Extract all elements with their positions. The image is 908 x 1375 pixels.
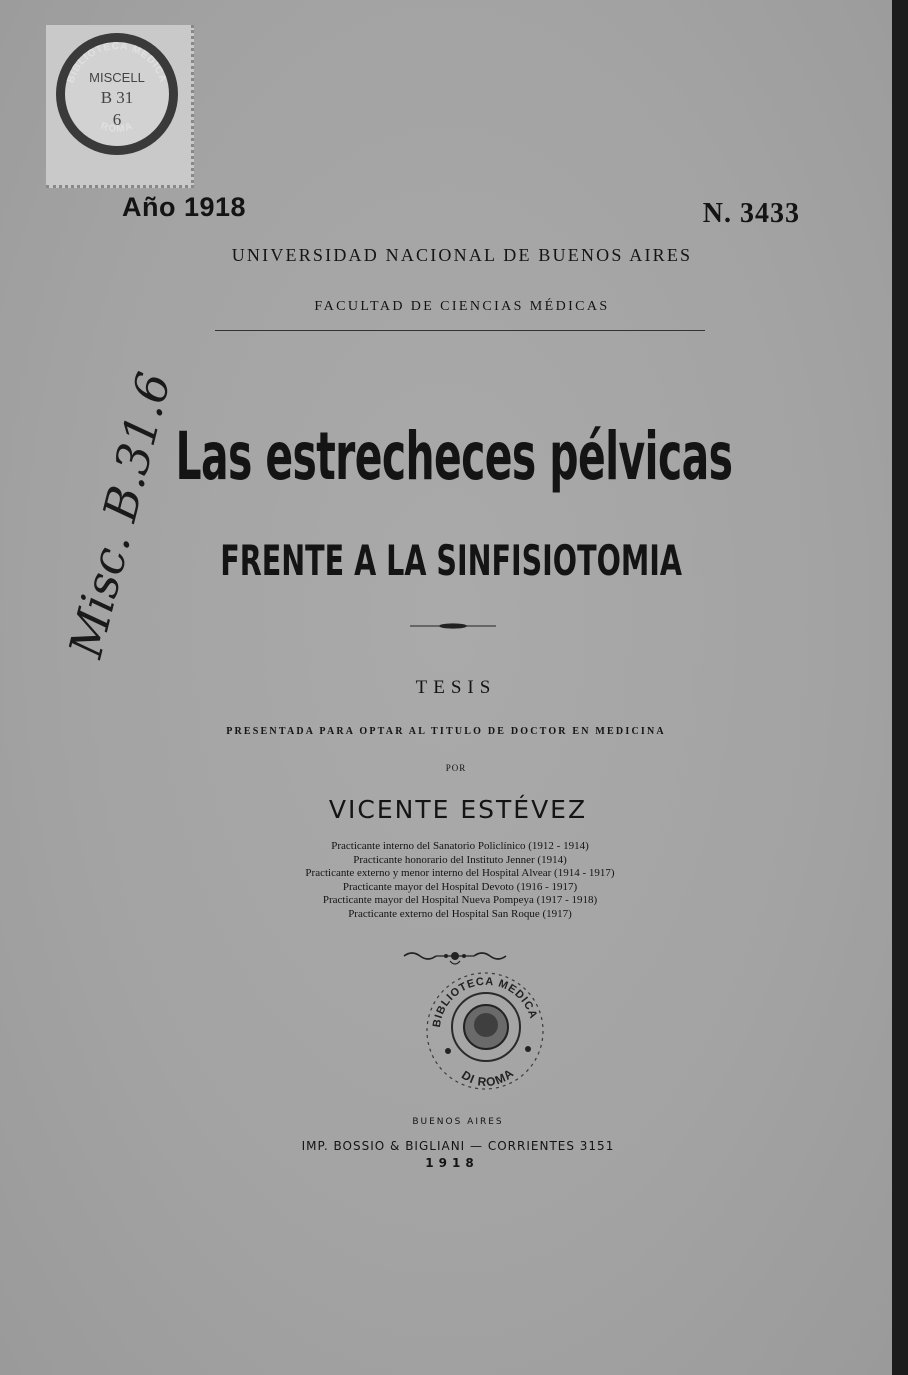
stamp-shelf-mark: B 31 [100, 88, 134, 107]
imprint-year: 1918 [425, 1156, 479, 1170]
stamp-shelf-number: 6 [112, 110, 122, 129]
credential-line: Practicante interno del Sanatorio Policlínico (1912 - 1914) [331, 840, 589, 852]
scan-border [901, 0, 908, 1375]
svg-text:BIBLIOTECA MEDICA: BIBLIOTECA MEDICA [430, 975, 540, 1029]
credential-line: Practicante mayor del Hospital Devoto (1916 - 1917) [342, 880, 578, 893]
svg-text:BIBLIOTECA MEDICA: BIBLIOTECA MEDICA [65, 40, 169, 85]
stamp-shelf-collection: MISCELL [89, 70, 145, 85]
library-ink-stamp [420, 965, 550, 1095]
author-name: VICENTE ESTÉVEZ [328, 795, 588, 824]
thesis-title: Las estrecheces pélvicas [175, 418, 733, 495]
credential-line: Practicante mayor del Hospital Nueva Pompeya (1917 - 1918) [322, 894, 598, 906]
header-divider [215, 330, 705, 331]
thesis-number-label: N. 3433 [702, 198, 800, 229]
thesis-subtitle: FRENTE A LA SINFISIOTOMIA [220, 536, 683, 585]
by-label: POR [445, 763, 467, 773]
imprint-printer: IMP. BOSSIO & BIGLIANI — CORRIENTES 3151 [301, 1139, 615, 1153]
credential-line: Practicante honorario del Instituto Jenner (1914) [353, 853, 567, 866]
university-name: UNIVERSIDAD NACIONAL DE BUENOS AIRES [231, 245, 693, 265]
credential-line: Practicante externo y menor interno del Hospital Alvear (1914 - 1917) [305, 867, 615, 879]
stamp-ring-lettering [56, 33, 178, 155]
thesis-label: TESIS [415, 677, 497, 698]
svg-text:DI ROMA: DI ROMA [459, 1065, 517, 1090]
publication-year-label: Año 1918 [122, 192, 247, 222]
faculty-name: FACULTAD DE CIENCIAS MÉDICAS [314, 299, 610, 314]
ornament-rule-icon [408, 620, 498, 632]
library-stamp-sticker [46, 25, 194, 188]
handwritten-shelf-note [28, 360, 182, 680]
credential-line: Practicante externo del Hospital San Roque (1917) [348, 907, 572, 920]
svg-text:Misc. B.31.6: Misc. B.31.6 [58, 366, 182, 663]
author-credentials [0, 840, 906, 921]
thesis-purpose: PRESENTADA PARA OPTAR AL TITULO DE DOCTOR EN MEDICINA [226, 726, 666, 737]
svg-text:ROMA: ROMA [99, 120, 135, 136]
imprint-city: BUENOS AIRES [412, 1117, 504, 1127]
